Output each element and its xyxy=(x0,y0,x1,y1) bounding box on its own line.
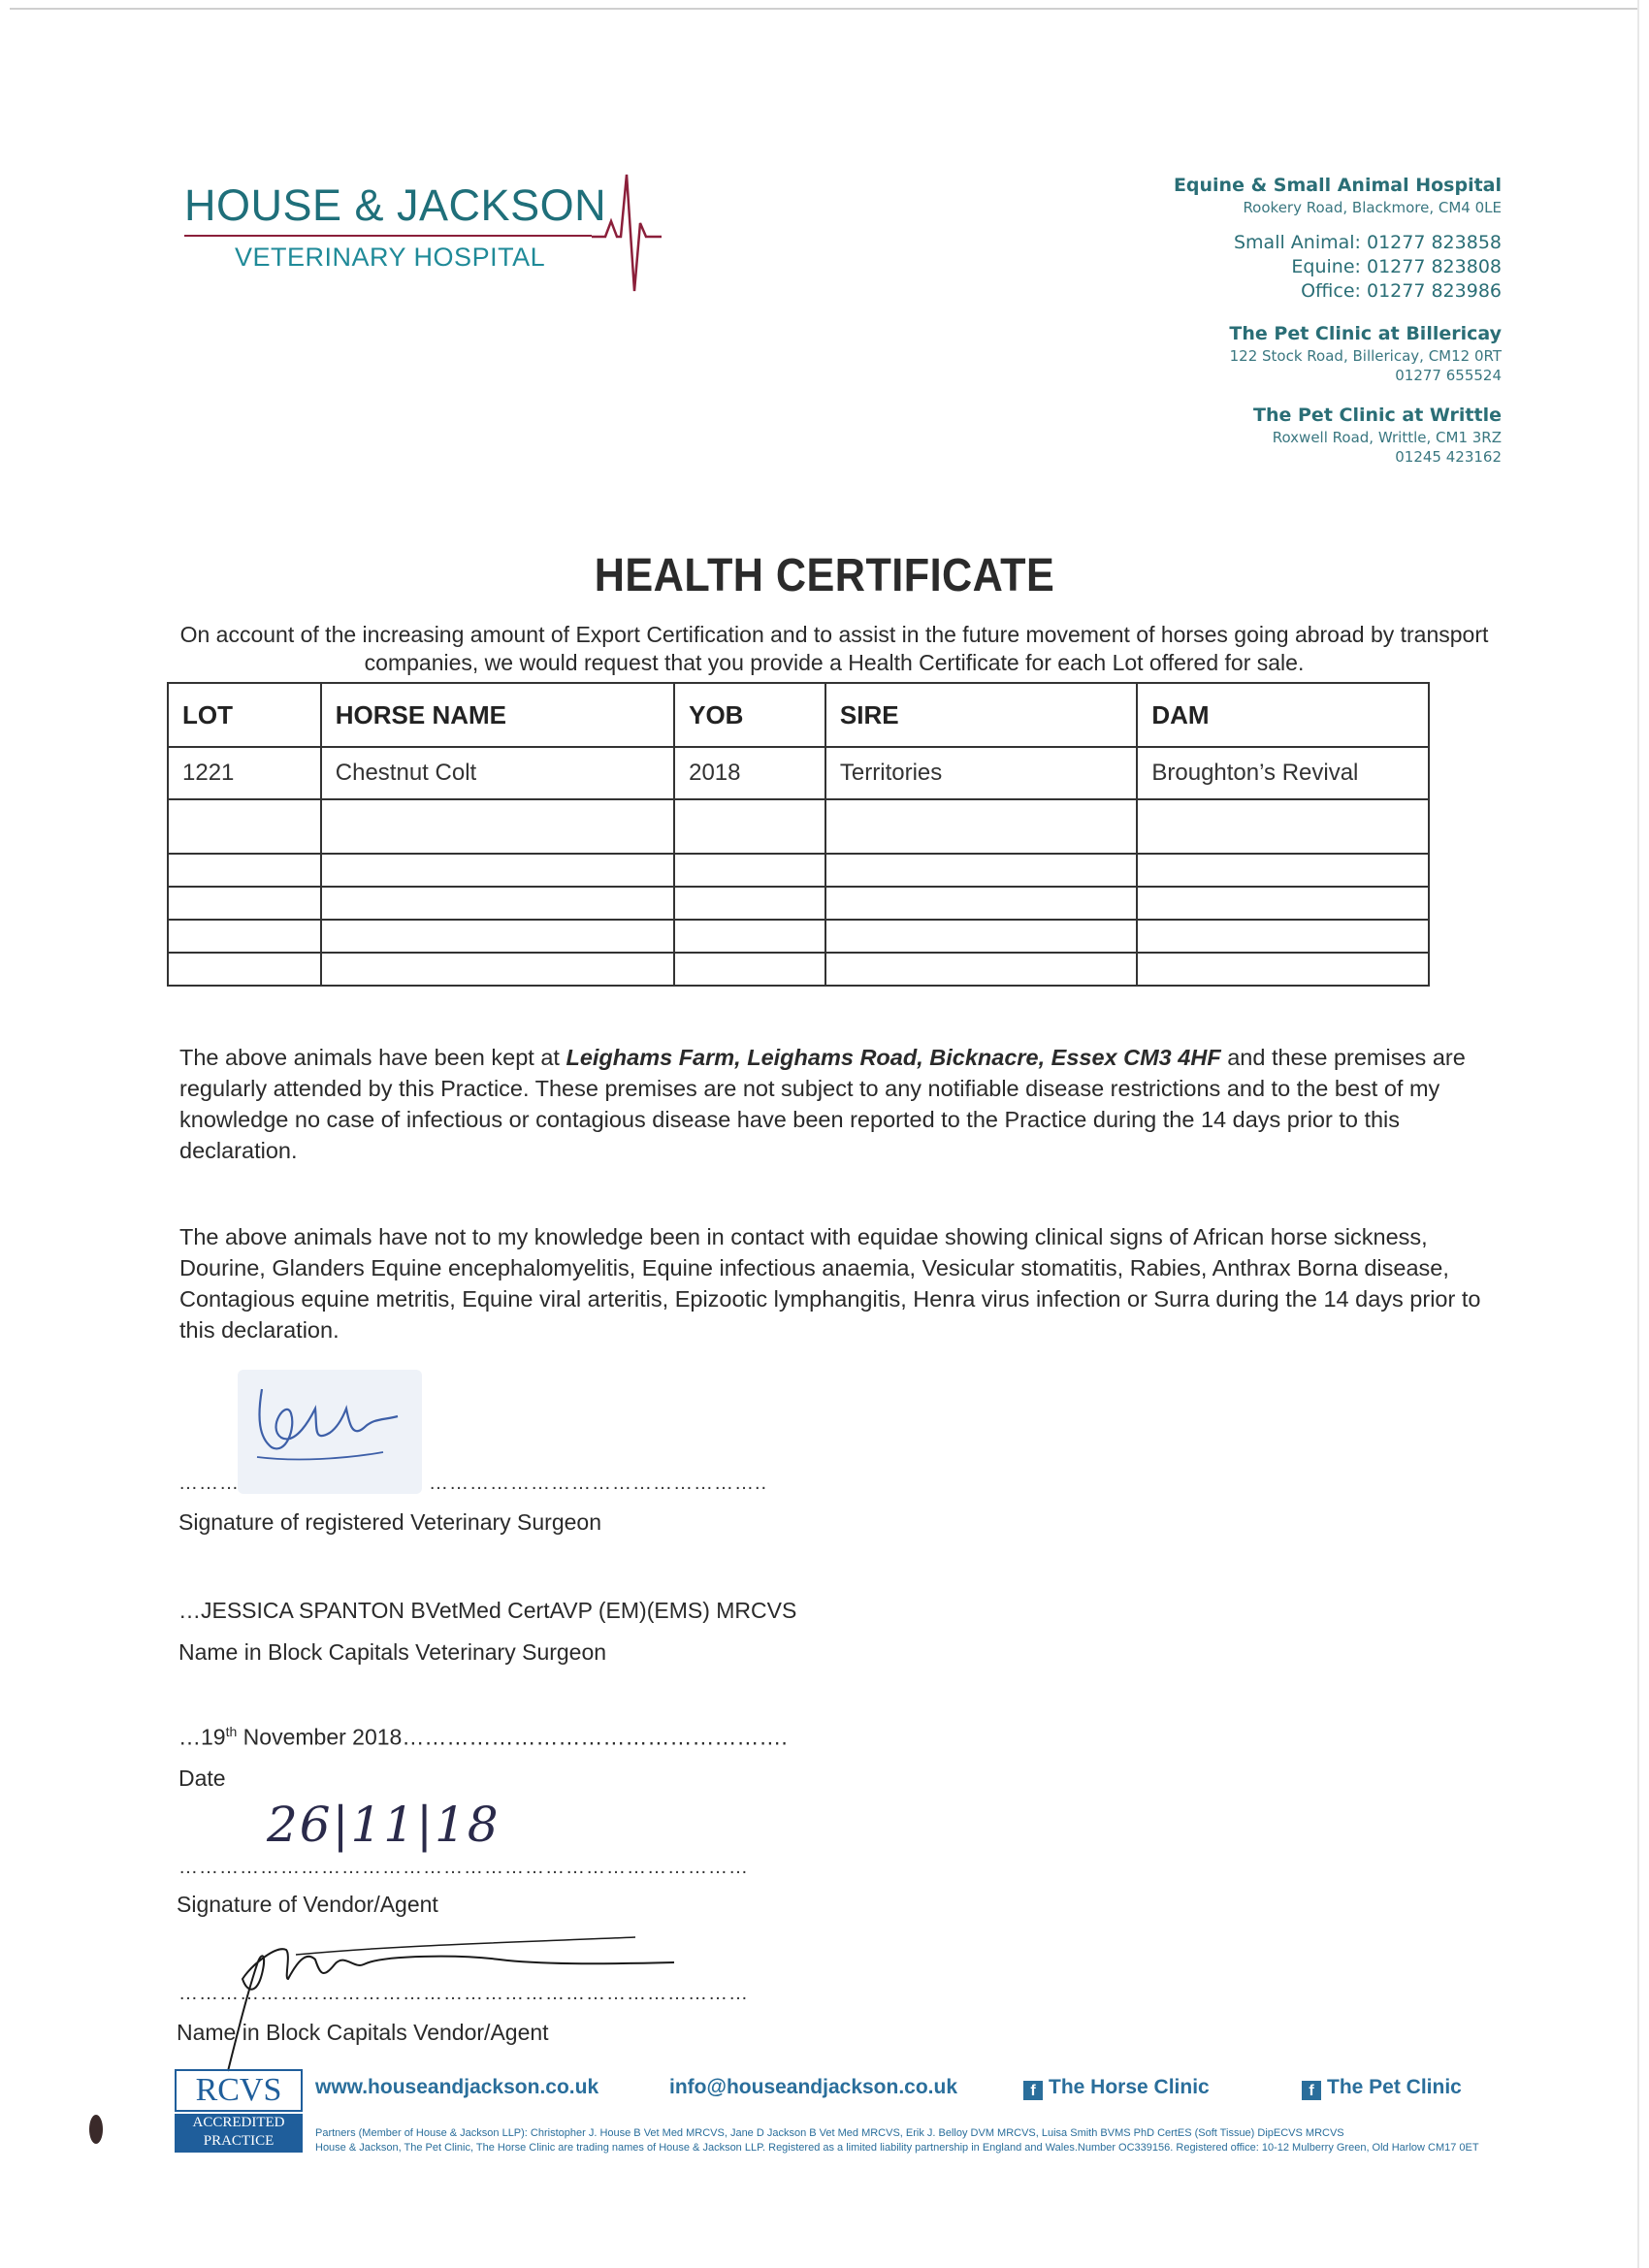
intro-text: On account of the increasing amount of Export Certification and to assist in the future movement of horses going abroad by transport companies, we would request that you provide a Health Certificate for each Lot offered for sale. xyxy=(179,622,1489,675)
col-header-yob: YOB xyxy=(674,683,825,747)
cell-yob: 2018 xyxy=(674,747,825,799)
logo-subtitle: VETERINARY HOSPITAL xyxy=(235,243,546,272)
horse-clinic-link[interactable] xyxy=(1023,2076,1210,2100)
vet-signature-label: Signature of registered Veterinary Surgeon xyxy=(178,1509,601,1535)
horse-table xyxy=(167,682,1430,987)
table-row xyxy=(168,747,1429,799)
rcvs-accreditation xyxy=(175,2114,303,2153)
vet-date-value xyxy=(178,1724,788,1751)
col-header-dam: DAM xyxy=(1137,683,1429,747)
table-row-empty xyxy=(168,854,1429,887)
small-animal-phone: Small Animal: 01277 823858 xyxy=(1233,232,1502,253)
premises-text-before: The above animals have been kept at xyxy=(179,1045,566,1070)
cell-dam: Broughton’s Revival xyxy=(1137,747,1429,799)
heartbeat-icon xyxy=(592,173,679,299)
date-ordinal: th xyxy=(225,1724,238,1739)
col-header-lot: LOT xyxy=(168,683,321,747)
vet-signature-stamp xyxy=(238,1370,422,1494)
premises-declaration xyxy=(179,1042,1508,1166)
writtle-address: Roxwell Road, Writtle, CM1 3RZ xyxy=(1272,429,1502,446)
logo-divider xyxy=(184,235,592,237)
billericay-phone: 01277 655524 xyxy=(1395,367,1502,384)
writtle-phone: 01245 423162 xyxy=(1395,448,1502,466)
pet-clinic-link[interactable] xyxy=(1302,2076,1462,2100)
vendor-name-dots: ………………………………………………………………………… xyxy=(178,1983,749,2004)
table-row-empty xyxy=(168,799,1429,854)
scan-edge-top xyxy=(10,8,1639,10)
hospital-address: Rookery Road, Blackmore, CM4 0LE xyxy=(1243,199,1502,216)
facebook-icon: f xyxy=(1023,2081,1043,2100)
disease-declaration: The above animals have not to my knowledge been in contact with equidae showing clinical signs of African horse sickness, Dourine, Glanders Equine encephalomyelitis, Equine infectious anaemia, Vesicular stomatitis, Rabies, Anthrax Borna disease, Contagious equine metritis, Equine viral arteritis, Epizootic lymphangitis, Henra virus infection or Surra during the 14 days prior to this declaration. xyxy=(179,1224,1481,1343)
billericay-address: 122 Stock Road, Billericay, CM12 0RT xyxy=(1229,347,1502,365)
vet-name-label: Name in Block Capitals Veterinary Surgeon xyxy=(178,1639,607,1665)
partners-text: Partners (Member of House & Jackson LLP): Christopher J. House B Vet Med MRCVS, Jane D Jackson B Vet Med MRCVS, Erik J. Belloy DVM MRCVS, Luisa Smith BVMS PhD CertES (Soft Tissue) DipECVS MRCVS xyxy=(315,2127,1344,2139)
logo-name: HOUSE & JACKSON xyxy=(184,180,607,230)
ink-blot xyxy=(89,2115,103,2144)
handwritten-vendor-date: 26|11|18 xyxy=(267,1797,501,1853)
table-header-row xyxy=(168,683,1429,747)
col-header-horse-name: HORSE NAME xyxy=(321,683,674,747)
col-header-sire: SIRE xyxy=(825,683,1137,747)
table-row-empty xyxy=(168,887,1429,920)
date-suffix: November 2018……………………………………………. xyxy=(237,1724,788,1750)
billericay-clinic-name: The Pet Clinic at Billericay xyxy=(1229,323,1502,344)
vendor-signature-label: Signature of Vendor/Agent xyxy=(177,1892,438,1917)
website-link[interactable]: www.houseandjackson.co.uk xyxy=(315,2076,599,2098)
office-phone: Office: 01277 823986 xyxy=(1301,280,1502,302)
rcvs-accredited-badge xyxy=(175,2069,303,2153)
rcvs-line-accredited: ACCREDITED xyxy=(192,2115,285,2130)
practice-logo xyxy=(184,173,689,299)
cell-lot: 1221 xyxy=(168,747,321,799)
premises-address: Leighams Farm, Leighams Road, Bicknacre, Essex CM3 4HF xyxy=(566,1045,1221,1070)
premises-text-after: and these premises are regularly attended by this Practice. These premises are not subject to any notifiable disease restrictions and to the best of my knowledge no case of infectious or contagious disease have been reported to the Practice during the 14 days prior to this declaration. xyxy=(179,1045,1466,1163)
facebook-icon: f xyxy=(1302,2081,1321,2100)
vet-signature-dots-right: ………………………………………….. xyxy=(429,1473,768,1494)
vet-date-label: Date xyxy=(178,1766,226,1791)
equine-phone: Equine: 01277 823808 xyxy=(1291,256,1502,277)
certificate-title: HEALTH CERTIFICATE xyxy=(594,550,1055,601)
vet-signature xyxy=(238,1370,422,1494)
table-row-empty xyxy=(168,920,1429,953)
vendor-name-label: Name in Block Capitals Vendor/Agent xyxy=(177,2020,549,2045)
vet-name-value: …JESSICA SPANTON BVetMed CertAVP (EM)(EMS) MRCVS xyxy=(178,1598,797,1623)
writtle-clinic-name: The Pet Clinic at Writtle xyxy=(1253,405,1502,426)
pet-clinic-label: The Pet Clinic xyxy=(1327,2076,1462,2098)
table-row-empty xyxy=(168,953,1429,986)
rcvs-logo-text: RCVS xyxy=(175,2069,303,2112)
rcvs-line-practice: PRACTICE xyxy=(203,2133,275,2149)
cell-sire: Territories xyxy=(825,747,1137,799)
date-prefix: …19 xyxy=(178,1724,226,1750)
horse-clinic-label: The Horse Clinic xyxy=(1049,2076,1210,2098)
cell-horse-name: Chestnut Colt xyxy=(321,747,674,799)
legal-text: House & Jackson, The Pet Clinic, The Horse Clinic are trading names of House & Jackson LLP. Registered as a limited liability partnership in England and Wales.Number OC339156. Registered office: 10-12 Mulberry Green, Old Harlow CM17 0ET xyxy=(315,2142,1479,2154)
email-link[interactable]: info@houseandjackson.co.uk xyxy=(669,2076,958,2098)
scan-edge-right xyxy=(1637,0,1639,2268)
contact-block xyxy=(920,175,1502,467)
vendor-signature-dots: ………………………………………………………………………… xyxy=(178,1857,749,1878)
vet-signature-dots-left: ……… xyxy=(178,1473,240,1494)
hospital-name: Equine & Small Animal Hospital xyxy=(1173,175,1502,196)
